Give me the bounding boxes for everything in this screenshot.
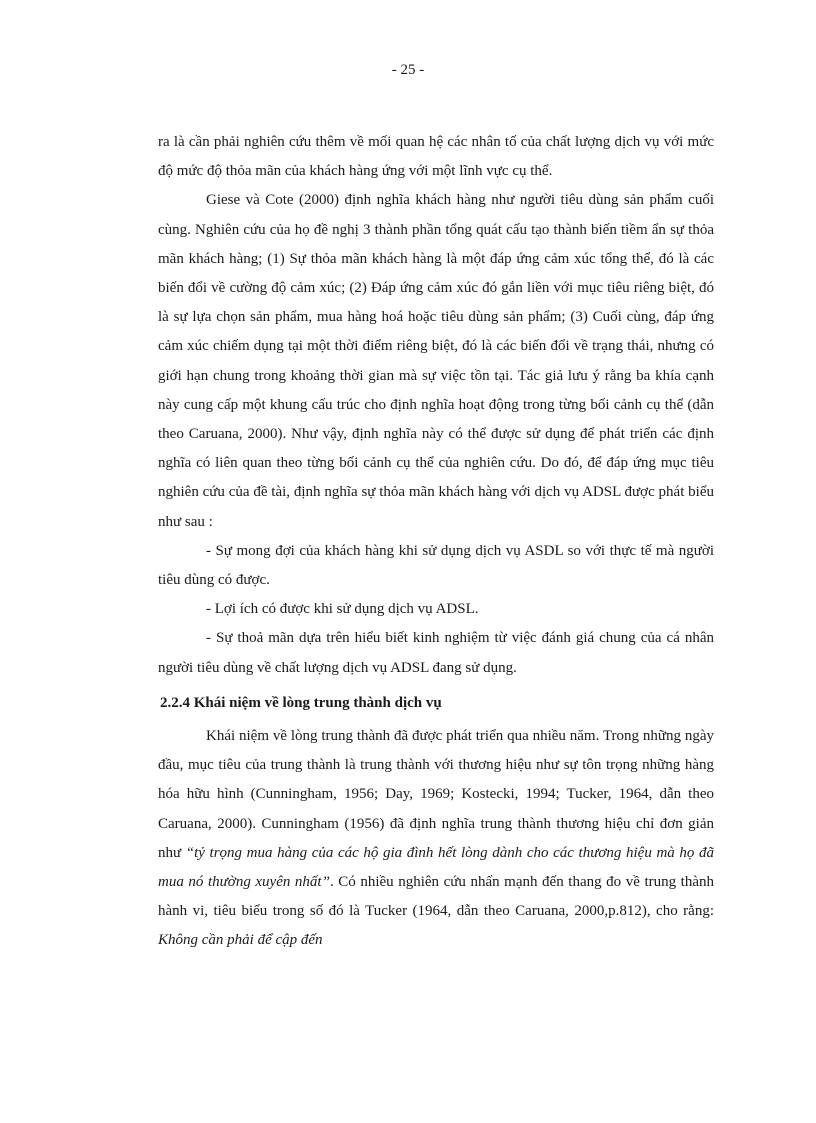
page-number: - 25 - (391, 62, 425, 78)
bullet-expectation: - Sự mong đợi của khách hàng khi sử dụng dịch vụ ASDL so với thực tế mà người tiêu dùng có được. (158, 542, 714, 589)
paragraph-giese-cote: Giese và Cote (2000) định nghĩa khách hàng như người tiêu dùng sản phẩm cuối cùng. Nghiên cứu của họ đề nghị 3 thành phần tổng quát cấu tạo thành biến tiềm ẩn sự thỏa mãn khách hàng; (1) Sự thỏa mãn khách hàng là một đáp ứng cảm xúc tổng thể, đó là các biến đổi về cường độ cảm xúc; (2) Đáp ứng cảm xúc đó gắn liền với mục tiêu riêng biệt, đó là sự lựa chọn sản phẩm, mua hàng hoá hoặc tiêu dùng sản phẩm; (3) Cuối cùng, đáp ứng cảm xúc chiếm dụng tại một thời điểm riêng biệt, đó là các biến đổi về trạng thái, nhưng có giới hạn chung trong khoảng thời gian mà sự việc tồn tại. Tác giả lưu ý rằng ba khía cạnh này cung cấp một khung cấu trúc cho định nghĩa hoạt động trong từng bối cảnh cụ thể (dẫn theo Caruana, 2000). Như vậy, định nghĩa này có thể được sử dụng để phát triển các định nghĩa có liên quan theo từng bối cảnh cụ thể của nghiên cứu. Do đó, để đáp ứng mục tiêu nghiên cứu của đề tài, định nghĩa sự thỏa mãn khách hàng với dịch vụ ADSL được phát biểu như sau : (158, 192, 714, 530)
bullet-benefit: - Lợi ích có được khi sử dụng dịch vụ ADSL. (206, 601, 479, 618)
bullet-satisfaction: - Sự thoả mãn dựa trên hiểu biết kinh nghiệm từ việc đánh giá chung của cá nhân người tiêu dùng về chất lượng dịch vụ ADSL đang sử dụng. (158, 630, 714, 676)
loyalty-text-a: Khái niệm về lòng trung thành đã được phát triển qua nhiều năm. Trong những ngày đầu, mục tiêu của trung thành là trung thành với thương hiệu như sự tôn trọng những hàng hóa hữu hình (Cunningham, 1956; Day, 1969; Kostecki, 1994; Tucker, 1964, dẫn theo Caruana, 2000). Cunningham (1956) đã định nghĩa trung thành thương hiệu chỉ đơn giản như (158, 728, 714, 861)
paragraph-loyalty (158, 722, 714, 956)
loyalty-tail: Không cần phải để cập đến (158, 932, 323, 949)
paragraph-continuation: ra là cần phải nghiên cứu thêm về mối quan hệ các nhân tố của chất lượng dịch vụ với mức độ mức độ thỏa mãn của khách hàng ứng với một lĩnh vực cụ thể. (158, 134, 714, 180)
body-text (158, 128, 714, 956)
section-heading: 2.2.4 Khái niệm về lòng trung thành dịch vụ (160, 694, 442, 711)
loyalty-quote: “tỷ trọng mua hàng của các hộ gia đình hết lòng dành cho các thương hiệu mà họ đã mua nó thường xuyên nhất” (158, 844, 714, 891)
loyalty-text-b: . Có nhiều nghiên cứu nhấn mạnh đến thang đo về trung thành hành vi, tiêu biểu trong số đó là Tucker (1964, dẫn theo Caruana, 2000,p.812), cho rằng: (158, 874, 715, 920)
